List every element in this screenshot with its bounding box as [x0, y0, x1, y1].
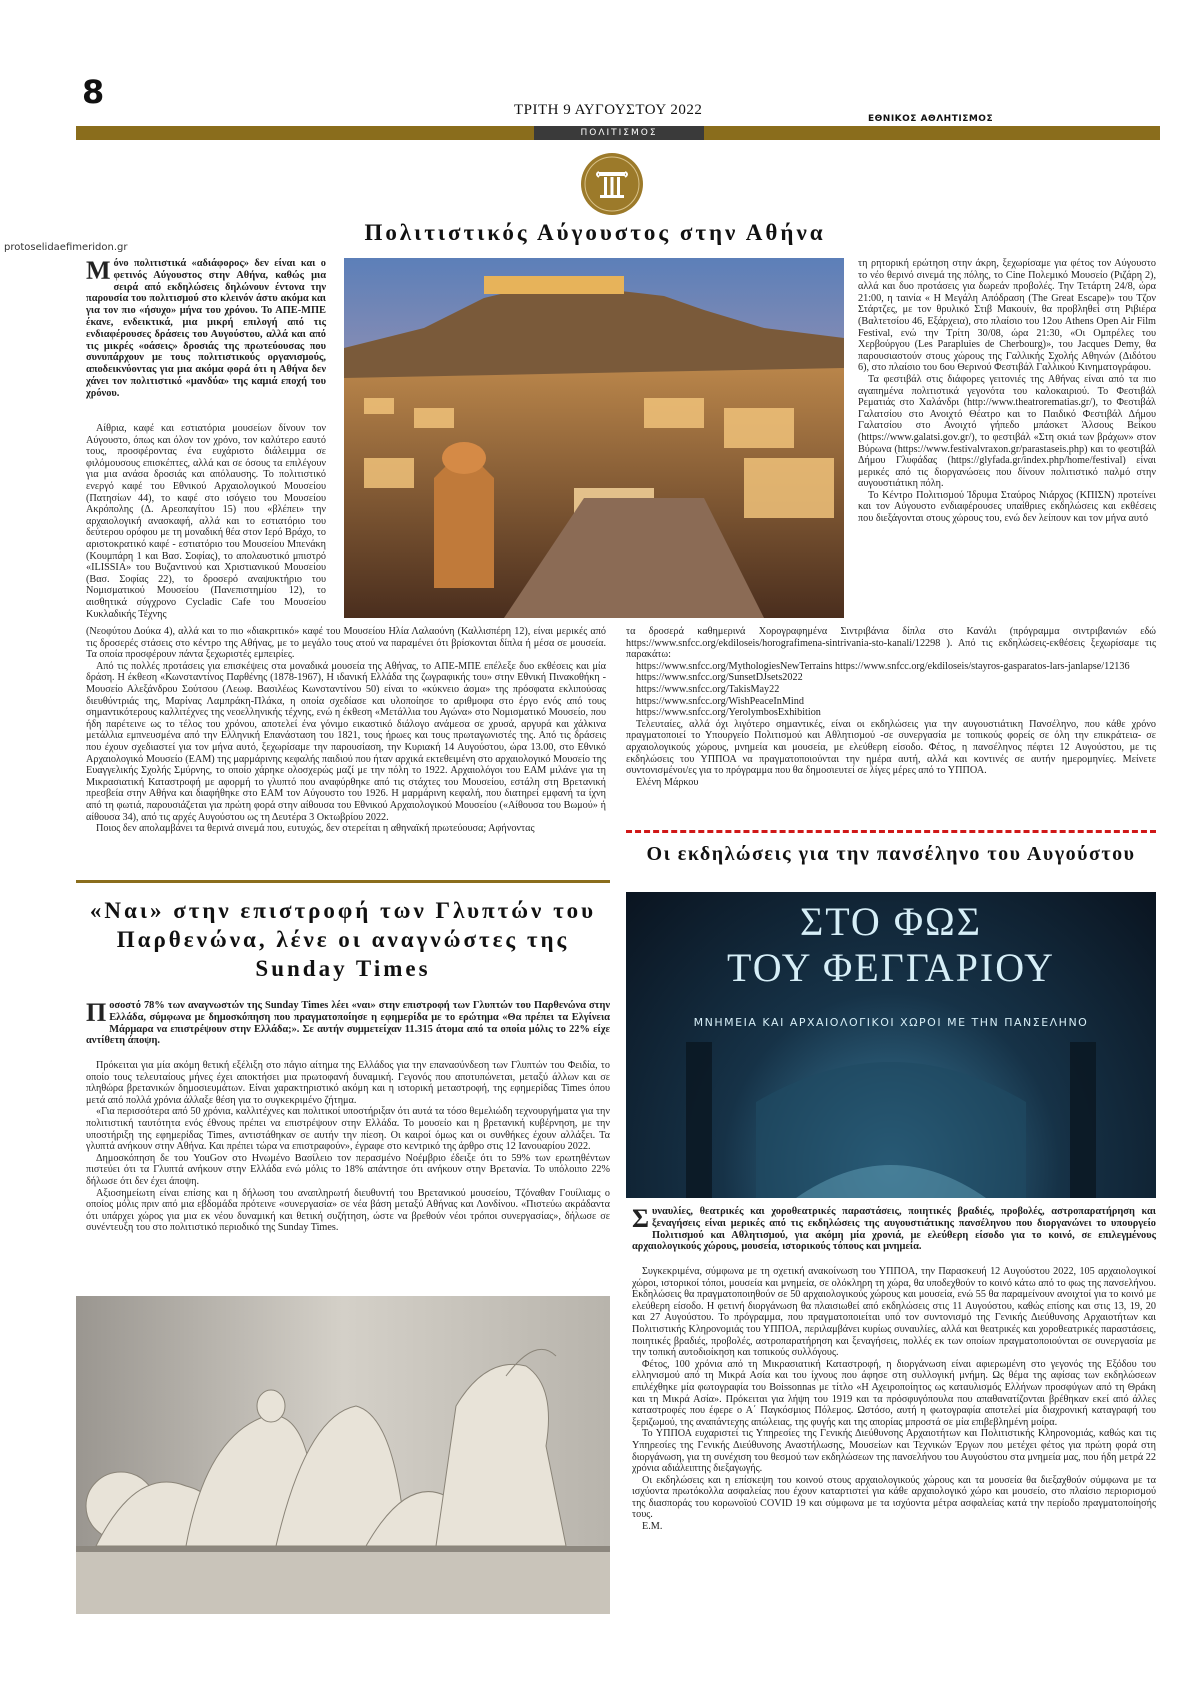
parthenon-marbles-photo: [76, 1296, 610, 1614]
poster-title-line2: ΤΟΥ ΦΕΓΓΑΡΙΟΥ: [727, 945, 1055, 990]
page-number: 8: [82, 73, 105, 111]
article1-mid-column: [626, 626, 1156, 788]
link-item[interactable]: https://www.snfcc.org/YerolymbosExhibition: [636, 707, 821, 719]
article1-author: Ελένη Μάρκου: [636, 776, 699, 788]
article3-author: Ε.Μ.: [642, 1521, 663, 1533]
article2-dropcap: Π: [86, 998, 107, 1027]
article2-lead: [86, 1000, 610, 1047]
article1-dropcap: Μ: [86, 256, 111, 285]
culture-emblem-icon: [580, 152, 644, 216]
article1-body-p3: Ποιος δεν απολαμβάνει τα θερινά σινεμά που, ευτυχώς, δεν στερείται η αθηναϊκή πρωτεύουσα; Αφήνοντας: [96, 823, 535, 835]
article3-dropcap: Σ: [632, 1204, 649, 1233]
article1-left-column: [86, 423, 326, 620]
article2-paragraph: «Για περισσότερα από 50 χρόνια, καλλιτέχνες και πολιτικοί υποστήριξαν ότι αυτά τα τόσο θεμελιώδη τεχνουργήματα για την πολιτιστική ταυτότητα ενός έθνους πρέπει να επιστρέψουν στην Ελλάδα. Το μουσείο και η βρετανική κυβέρνηση, με την υποστήριξη της εφημερίδας Times, αντιστάθηκαν σε αυτήν την πίεση. Οι καιροί όμως και οι συνθήκες έχουν αλλάξει. Τα γλυπτά ανήκουν στην Αθήνα. Και πρέπει τώρα να επιστραφούν», έγραφε στο κεντρικό της άρθρο στις 12 Ιανουαρίου 2022.: [86, 1106, 610, 1153]
article2-paragraph: Αξιοσημείωτη είναι επίσης και η δήλωση του αναπληρωτή διευθυντή του Βρετανικού μουσείου, Τζόναθαν Γουίλιαμς ο οποίος μόλις πριν από μια εβδομάδα πρότεινε «συνεργασία» σε νέα βάση μεταξύ Αθήνας και Λονδίνου. «Πιστεύω ακράδαντα ότι υπάρχει χώρος για μια εκ νέου δυναμική και θετική συζήτηση, ώστε να βρεθούν νέοι τρόποι συνεργασίας», δήλωσε σε συνέντευξη του στο πολιτιστικό περιοδικό της Sunday Times.: [86, 1187, 610, 1234]
article1-closing: Τελευταίες, αλλά όχι λιγότερο σημαντικές, είναι οι εκδηλώσεις για την αυγουστιάτικη Πανσέληνο, που κάθε χρόνο πραγματοποιεί το Υπουργείο Πολιτισμού και Αθλητισμού -σε συνεργασία με τοπικούς φορείς σε όλη την επικράτεια- σε αρχαιολογικούς χώρους, μνημεία και μουσεία, με ελεύθερη είσοδο. Φέτος, η πανσέληνος πέφτει 12 Αυγούστου, με τις εκδηλώσεις του ΥΠΠΟΑ να πραγματοποιούνται την ημέρα αυτή, αλλά και κοντινές σε αυτήν ημερομηνίες. Μείνετε συντονισμένοι/ες για το πρόγραμμα που θα δημοσιευτεί σε λίγες μέρες από το ΥΠΠΟΑ.: [626, 718, 1156, 777]
article3-paragraph: Φέτος, 100 χρόνια από τη Μικρασιατική Καταστροφή, η διοργάνωση είναι αφιερωμένη στο γεγονός της Εξόδου του ελληνισμού από τη Μικρά Ασία και του ίχνους που άφησε στη συλλογική μνήμη. Ως θέμα της αφίσας των εκδηλώσεων επιλέχθηκε μία φωτογραφία του Boissonnas με τίτλο «Η Αχειροποίητος ως καταυλισμός Ελλήνων προσφύγων από τη Θράκη και τη Μικρά Ασία». Πρόκειται για λήψη του 1919 και τα πρόσφυγόπουλα που απαθανατίζονται βρέθηκαν εκεί από άλλες καταστροφές που έφερε ο Α΄ Παγκόσμιος Πόλεμος. Ωστόσο, αυτή η φωτογραφία αποτελεί μία διαχρονική καταγραφή του ξεριζωμού, της αναπάντεχης απώλειας, της φυγής και της απορίας μπροστά σε μία επιβεβλημένη μοίρα.: [632, 1358, 1156, 1428]
article1-title: Πολιτιστικός Αύγουστος στην Αθήνα: [364, 220, 826, 245]
article1-body-wide-p: (Νεοφύτου Δούκα 4), αλλά και το πιο «διακριτικό» καφέ του Μουσείου Ηλία Λαλαούνη (Καλλισπέρη 12), είναι μερικές από τις δροσερές στάσεις στο κέντρο της Αθήνας, με το μεγάλο τους ατού να παραμένει ότι βρίσκονται δίπλα ή μέσα σε μουσεία. Τα οποία προσφέρουν πάντα ξεχωριστές εμπειρίες.: [86, 626, 606, 661]
poster-title-line1: ΣΤΟ ΦΩΣ: [799, 899, 983, 944]
article3-title: Οι εκδηλώσεις για την πανσέληνο του Αυγούστου: [646, 843, 1136, 865]
article1-right-p3: Το Κέντρο Πολιτισμού Ίδρυμα Σταύρος Νιάρχος (ΚΠΙΣΝ) προτείνει και τον Αύγουστο ενδιαφέρουσες υπαίθριες εκδηλώσεις και εκθέσεις που διεξάγονται στους χώρους του, ενώ δεν λείπουν και τον μήνα αυτό: [858, 489, 1156, 525]
article2-paragraph: Πρόκειται για μία ακόμη θετική εξέλιξη στο πάγιο αίτημα της Ελλάδος για την επανασύνδεση των Γλυπτών του Φειδία, το οποίο τους τελευταίους μήνες έχει αποκτήσει μια πρωτοφανή δυναμική. Γεγονός που αποτυπώνεται, μεταξύ άλλων και σε πληθώρα βρετανικών δημοσιευμάτων. Είναι χαρακτηριστικό ακόμη και η ιστορική μεταστροφή, της εφημερίδας Times όπου μετά από πολλά χρόνια άλλαξε θέση για το συγκεκριμένο ζήτημα.: [86, 1060, 610, 1106]
poster-subtitle: ΜΝΗΜΕΙΑ ΚΑΙ ΑΡΧΑΙΟΛΟΓΙΚΟΙ ΧΩΡΟΙ ΜΕ ΤΗΝ ΠΑΝΣΕΛΗΝΟ: [693, 1016, 1089, 1029]
link-item[interactable]: https://www.snfcc.org/WishPeaceInMind: [636, 695, 804, 707]
article2-body: [86, 1060, 610, 1234]
article3-paragraph: Το ΥΠΠΟΑ ευχαριστεί τις Υπηρεσίες της Γενικής Διεύθυνσης Αρχαιοτήτων και Πολιτιστικής Κληρονομιάς, καθώς και τις Υπηρεσίες της Γενικής Διεύθυνσης Αναστήλωσης, Μουσείων και Τεχνικών Έργων που μετέχει φέτος για πρώτη φορά στη διοργάνωση, για τη συνέχιση του θεσμού των εκδηλώσεων της πανσελήνου του Αυγούστου στα μνημεία μας, που ήδη μετρά 22 χρόνια αδιάλειπτης διεξαγωγής.: [632, 1428, 1156, 1475]
article2-title-line: Sunday Times: [255, 956, 431, 981]
article1-lead-text: όνο πολιτιστικά «αδιάφορος» δεν είναι και ο φετινός Αύγουστος στην Αθήνα, καθώς μια σειρά από εκδηλώσεις δηλώνουν έντονα την παρουσία του πολιτισμού στο κλεινόν άστυ ακόμα και για τον πιο «ήσυχο» μήνα του χρόνου. Το ΑΠΕ-ΜΠΕ έκανε, ενδεικτικά, μια μικρή επιλογή από τις ενδιαφέρουσες δράσεις του Αυγούστου, αλλά και από τις μικρές «οάσεις» δροσιάς της πρωτεύουσας που συνυπάρχουν με τους πολιτιστικούς οργανισμούς, αποδεικνύοντας για μια ακόμα φορά ότι η Αθήνα δεν χάνει τον πολιτιστικό «μανδύα» της καμιά εποχή του χρόνου.: [86, 258, 326, 399]
issue-date: ΤΡΙΤΗ 9 ΑΥΓΟΥΣΤΟΥ 2022: [514, 102, 703, 118]
red-divider: [626, 830, 1156, 833]
masthead: ΕΘΝΙΚΟΣ ΑΘΛΗΤΙΣΜΟΣ: [868, 114, 994, 124]
article2-title-line: Παρθενώνα, λένε οι αναγνώστες της: [116, 927, 570, 952]
link-item[interactable]: https://www.snfcc.org/SunsetDJsets2022: [636, 672, 803, 684]
article2-paragraph: Δημοσκόπηση δε του YouGov στο Ηνωμένο Βασίλειο τον περασμένο Νοέμβριο έδειξε ότι το 59% των ερωτηθέντων πιστεύει ότι τα Γλυπτά ανήκουν στην Ελλάδα ενώ μόλις το 18% απάντησε ότι ανήκουν στην Βρετανία. Το υπόλοιπο 22% δήλωσε ότι δεν έχει άποψη.: [86, 1152, 610, 1187]
article3-paragraph: Συγκεκριμένα, σύμφωνα με τη σχετική ανακοίνωση του ΥΠΠΟΑ, την Παρασκευή 12 Αυγούστου 2022, 105 αρχαιολογικοί χώροι, ιστορικοί τόποι, μουσεία και μνημεία, σε ολόκληρη τη χώρα, θα υποδεχθούν το κοινό κάτω από το φως της πανσελήνου. Εκδηλώσεις θα πραγματοποιηθούν σε 50 αρχαιολογικούς χώρους και μουσεία, ενώ 55 θα παραμείνουν ανοιχτοί για το κοινό με ελεύθερη είσοδο. Η φετινή διοργάνωση θα πλαισιωθεί από εκδηλώσεις στις 11 Αυγούστου, καθώς επίσης και στις 13, 19, 20 και 27 Αυγούστου. Το πρόγραμμα, που πραγματοποιείται υπό τον συντονισμό της Γενικής Διεύθυνσης Αρχαιοτήτων και Πολιτιστικής Κληρονομιάς του ΥΠΠΟΑ, περιλαμβάνει κυρίως συναυλίες, αλλά και θεατρικές και χοροθεατρικές παραστάσεις, ποιητικές βραδιές, προβολές, αστροπαρατήρηση και ξεναγήσεις, πολλές εκ των οποίων πραγματοποιούνται σε συνεργασία με την τοπική αυτοδιοίκηση και τοπικούς συλλόγους.: [632, 1266, 1156, 1359]
side-watermark: protoselidaefimeridon.gr: [4, 242, 128, 253]
article3-lead-text: υναυλίες, θεατρικές και χοροθεατρικές παραστάσεις, ποιητικές βραδιές, προβολές, αστροπαρατήρηση και ξεναγήσεις είναι μερικές από τις εκδηλώσεις της αυγουστιάτικης πανσέληνου που διοργανώνει το υπουργείο Πολιτισμού και Αθλητισμού, για ακόμη μία χρονιά, με ελεύθερη είσοδο για το κοινό, σε επιλεγμένους αρχαιολογικούς χώρους, μουσεία, ιστορικούς τόπους και μνημεία.: [632, 1206, 1156, 1253]
article3-paragraph: Οι εκδηλώσεις και η επίσκεψη του κοινού στους αρχαιολογικούς χώρους και τα μουσεία θα διεξαχθούν σύμφωνα με τα ισχύοντα πρωτόκολλα ασφαλείας που έχουν καταρτιστεί για κάθε αρχαιολογικό χώρο και μουσείο, στο πλαίσιο περιορισμού της διασποράς του κορωνοϊού COVID 19 και σύμφωνα με τα ισχύοντα μέτρα ασφαλείας κατά την περίοδο πραγματοποίησής τους.: [632, 1474, 1156, 1521]
article1-right-p1: τη ρητορική ερώτηση στην άκρη, ξεχωρίσαμε για φέτος τον Αύγουστο το νέο θερινό σινεμά της πόλης, το Cine Πολεμικό Μουσείο (Ριζάρη 2), αλλά και δυο προτάσεις για δωρεάν προβολές. Την Τετάρτη 24/8, ώρα 21:00, η ταινία « Η Μεγάλη Απόδραση (The Great Escape)» του Τζον Στάρτζες, με τον θρυλικό Στιβ Μακουίν, θα προβληθεί στη Ριβιέρα (Βαλτετσίου 46, Εξάρχεια), στο πλαίσιο του 12ου Athens Open Air Film Festival, ενώ την Τρίτη 30/08, ώρα 21:30, «Οι Ομπρέλες του Χερβούργου (Les Parapluies de Cherbourg)», του Jacques Demy, θα παρουσιαστούν στους χώρους της Γαλλικής Σχολής Αθηνών (Διδότου 6), στο πλαίσιο του 6ου Θερινού Φεστιβάλ Γαλλικού Κινηματογράφου.: [858, 258, 1156, 374]
article1-lead: [86, 258, 326, 400]
article1-body-wide: [86, 626, 606, 835]
article1-mid-block: τα δροσερά καθημερινά Χορογραφημένα Σιντριβάνια δίπλα στο Κανάλι (πρόγραμμα σιντριβανιών εδώ https://www.snfcc.org/ekdiloseis/horografimena-sintrivania-sto-kanali/12298 ). Από τις εκδηλώσεις-εκθέσεις ξεχωρίσαμε τις παρακάτω:: [626, 626, 1156, 661]
article2-title: [76, 896, 610, 983]
article1-left-text: Αίθρια, καφέ και εστιατόρια μουσείων δίνουν τον Αύγουστο, όπως και όλον τον χρόνο, τον καλύτερο εαυτό τους, προσφέροντας ένα ευχάριστο διάλειμμα σε φιλόμουσους επισκέπτες, αλλά και σε όσους τα επιλέγουν για μια ανάσα δροσιάς και απόλαυσης. Το πολιτιστικό ενεργό καφέ του Εθνικού Αρχαιολογικού Μουσείου (Πατησίων 44), το καφέ στο ισόγειο του Μουσείου Ακρόπολης (Δ. Αρεοπαγίτου 15) που «βλέπει» την αρχαιολογική ανασκαφή, αλλά και το εστιατόριο του δεύτερου ορόφου με τη μοναδική θέα στον Ιερό Βράχο, το αριστοκρατικό καφέ - εστιατόριο του Μουσείου Μπενάκη (Κουμπάρη 1 και Βασ. Σοφίας), το απολαυστικό μπιστρό «ILISSIA» του Βυζαντινού και Χριστιανικού Μουσείου (Βασ. Σοφίας 22), το δροσερό αναψυκτήριο του Νομισματικού Μουσείου (Πανεπιστημίου 12), το αισθητικά σύγχρονο Cycladic Cafe του Μουσείου Κυκλαδικής Τέχνης: [86, 423, 326, 620]
article1-body-p2: Από τις πολλές προτάσεις για επισκέψεις στα μοναδικά μουσεία της Αθήνας, το ΑΠΕ-ΜΠΕ επέλεξε δυο εκθέσεις και μία δράση. Η έκθεση «Κωνσταντίνος Παρθένης (1878-1967), Η ιδανική Ελλάδα της ζωγραφικής του» στην Εθνική Πινακοθήκη - Μουσείο Αλεξάνδρου Σούτσου (Λεωφ. Βασιλέως Κωνσταντίνου 50) είναι το «κύκνειο άσμα» της πρόσφατα εκλιπούσας διευθύντριάς της, Μαρίνας Λαμπράκη-Πλάκα, η οποία σχεδίασε και υλοποίησε το αριθμοφα στο έργο ενός από τους σημαντικότερους καλλιτέχνες της νεοελληνικής τέχνης, ενώ η έκθεση «Μετάλλια του Αγώνα» στο Νομισματικό Μουσείο, που ήδη παρέτεινε ως το τέλος του χρόνου, αποτελεί ένα γόνιμο εικαστικό διάλογο ανάμεσα σε χρυσά, αργυρά και χάλκινα μετάλλια εμπνευσμένα από την Ελληνική Επανάσταση του 1821, τους ήρωες και τους πρωταγωνιστές της. Από τις δράσεις που έχουν σχεδιαστεί για τον μήνα αυτό, ξεχωρίσαμε την παρουσίαση, την Κυριακή 14 Αυγούστου, ώρα 13.00, στο Εθνικό Αρχαιολογικό Μουσείο (ΕΑΜ) της μαρμάρινης κεφαλής παιδιού που ήταν αρχικά εκτεθειμένη στο αρχαιολογικό Μουσείο της Ευαγγελικής Σχολής Σμύρνης, το οποίο χάρηκε ολοσχερώς μαζί με την πόλη το 1922. Αρχαιολόγοι του ΕΑΜ μιλάνε για τη Μικρασιατική Καταστροφή με αφορμή το γλυπτό που αναφύρθηκε από τις στάχτες του Μουσείου, εστάλη στη Βρετανική πρεσβεία στην Αθήνα και διαφήθηκε στο ΕΑΜ τον Αύγουστο του 1926. Η μαρμάρινη κεφαλή, που διατηρεί εμφανή τα ίχνη από τη φωτιά, παρουσιάζεται για πρώτη φορά στην αίθουσα του Εθνικού Αρχαιολογικού Μουσείου («Αίθουσα του Βωμού» ή αίθουσα 34), από τις αρχές Αυγούστου ως τη Δευτέρα 3 Οκτωβρίου 2022.: [86, 660, 606, 823]
link-item[interactable]: https://www.snfcc.org/TakisMay22: [636, 683, 780, 695]
article2-lead-text: οσοστό 78% των αναγνωστών της Sunday Times λέει «ναι» στην επιστροφή των Γλυπτών του Παρθενώνα στην Ελλάδα, σύμφωνα με δημοσκόπηση που πραγματοποίησε η εφημερίδα με το ερώτημα «Θα πρέπει τα Ελγίνεια Μάρμαρα να επιστρέψουν στην Ελλάδα;». Σε αυτήν συμμετείχαν 11.315 άτομα από τα οποία μόλις το 22% είχε αντίθετη άποψη.: [86, 1000, 610, 1047]
article2-top-rule: [76, 880, 610, 883]
link-item[interactable]: https://www.snfcc.org/MythologiesNewTerrains https://www.snfcc.org/ekdiloseis/stayros-gasparatos-lars-janlapse/12136: [636, 660, 1130, 672]
article1-right-column: [858, 258, 1156, 525]
article2-title-line: «Ναι» στην επιστροφή των Γλυπτών του: [89, 898, 597, 923]
article1-right-p2: Τα φεστιβάλ στις διάφορες γειτονιές της Αθήνας είναι από τα πιο αγαπημένα πολιτιστικά γεγονότα του καλοκαιριού. Το Φεστιβάλ Ρεματιάς στο Χαλάνδρι (http://www.theatrorematias.gr/), το Φεστιβάλ Γαλατσίου στο Ανοιχτό Θέατρο και το Παιδικό Φεστιβάλ Δήμου Γαλατσίου στο Ανοιχτό γήπεδο μπάσκετ Άλσους Βείκου (https://www.galatsi.gov.gr/), το φεστιβάλ «Στη σκιά των βράχων» στον Βύρωνα (https://www.festivalvraxon.gr/parastaseis.php) και το φεστιβάλ Δήμου Γλυφάδας (https://glyfada.gr/index.php/home/festival) είναι μερικές από τις διοργανώσεις που δίνουν πολιτιστικό παλμό στην αυγουστιάτικη πόλη.: [858, 373, 1156, 490]
article3-lead: [632, 1206, 1156, 1253]
article3-body: [632, 1266, 1156, 1533]
section-label: ΠΟΛΙΤΙΣΜΟΣ: [534, 126, 704, 140]
full-moon-poster: [626, 892, 1156, 1198]
athens-photo: [344, 258, 844, 618]
